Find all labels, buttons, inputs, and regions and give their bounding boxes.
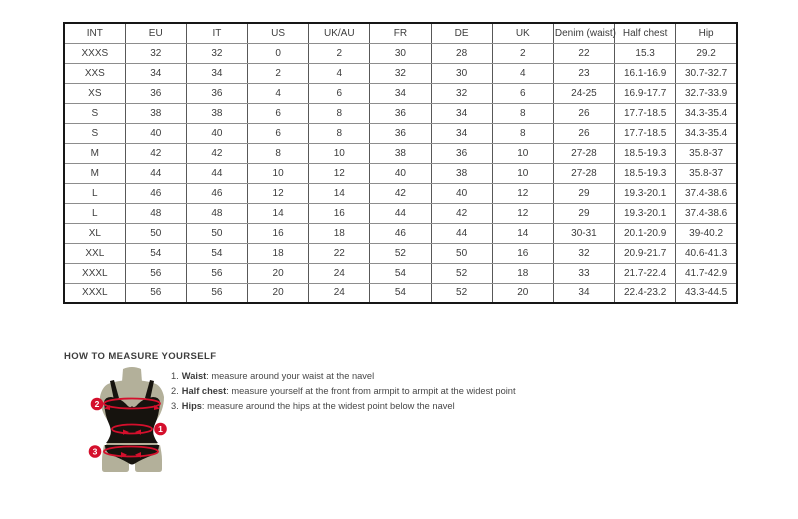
- table-cell: 34: [125, 63, 186, 83]
- table-cell: 6: [309, 83, 370, 103]
- table-cell: 20: [492, 283, 553, 303]
- table-cell: 12: [309, 163, 370, 183]
- table-cell: 48: [186, 203, 247, 223]
- table-cell: 18: [492, 263, 553, 283]
- table-cell: 14: [492, 223, 553, 243]
- table-cell: 24: [309, 263, 370, 283]
- table-cell: 28: [431, 43, 492, 63]
- table-cell: 12: [492, 183, 553, 203]
- table-cell: M: [64, 163, 125, 183]
- table-cell: 56: [125, 263, 186, 283]
- table-row: [64, 123, 737, 143]
- table-cell: 56: [125, 283, 186, 303]
- column-header: Denim (waist): [553, 23, 614, 43]
- table-cell: 14: [309, 183, 370, 203]
- table-cell: 21.7-22.4: [615, 263, 676, 283]
- table-cell: 27-28: [553, 163, 614, 183]
- table-cell: 32: [370, 63, 431, 83]
- badge-hips: [89, 445, 102, 458]
- table-cell: 38: [431, 163, 492, 183]
- table-cell: 35.8-37: [676, 163, 737, 183]
- table-cell: 46: [125, 183, 186, 203]
- table-cell: 56: [186, 263, 247, 283]
- table-cell: 10: [309, 143, 370, 163]
- table-cell: 0: [248, 43, 309, 63]
- table-cell: 4: [492, 63, 553, 83]
- table-cell: 32.7-33.9: [676, 83, 737, 103]
- step-description: : measure yourself at the front from armpit to armpit at the widest point: [226, 386, 516, 397]
- table-row: [64, 43, 737, 63]
- table-cell: 26: [553, 103, 614, 123]
- table-cell: 42: [125, 143, 186, 163]
- step-label: Hips: [181, 401, 202, 412]
- table-cell: 10: [248, 163, 309, 183]
- table-cell: 10: [492, 163, 553, 183]
- table-cell: 52: [431, 263, 492, 283]
- table-cell: 20.9-21.7: [615, 243, 676, 263]
- table-cell: 12: [492, 203, 553, 223]
- table-cell: 54: [186, 243, 247, 263]
- badge-waist-number: 1: [158, 424, 163, 434]
- table-cell: 4: [309, 63, 370, 83]
- table-cell: 30: [431, 63, 492, 83]
- step-description: : measure around the hips at the widest point below the navel: [201, 401, 455, 412]
- table-cell: M: [64, 143, 125, 163]
- table-cell: 42: [370, 183, 431, 203]
- table-cell: 30-31: [553, 223, 614, 243]
- table-cell: 52: [370, 243, 431, 263]
- table-cell: 41.7-42.9: [676, 263, 737, 283]
- table-cell: 35.8-37: [676, 143, 737, 163]
- measure-section-title: HOW TO MEASURE YOURSELF: [64, 351, 217, 362]
- table-cell: 42: [186, 143, 247, 163]
- table-cell: 32: [431, 83, 492, 103]
- table-row: [64, 223, 737, 243]
- table-cell: 32: [125, 43, 186, 63]
- table-cell: XXXL: [64, 283, 125, 303]
- table-cell: 16: [492, 243, 553, 263]
- table-cell: 8: [248, 143, 309, 163]
- table-row: [64, 163, 737, 183]
- table-cell: 46: [186, 183, 247, 203]
- table-cell: 2: [248, 63, 309, 83]
- table-cell: 23: [553, 63, 614, 83]
- table-cell: 40: [125, 123, 186, 143]
- table-cell: 12: [248, 183, 309, 203]
- measure-step-hips: [171, 399, 591, 414]
- table-cell: 16: [248, 223, 309, 243]
- column-header: IT: [186, 23, 247, 43]
- table-cell: XXL: [64, 243, 125, 263]
- table-cell: 34: [431, 103, 492, 123]
- table-cell: 10: [492, 143, 553, 163]
- table-cell: 56: [186, 283, 247, 303]
- table-row: [64, 243, 737, 263]
- table-row: [64, 63, 737, 83]
- badge-hips-number: 3: [92, 446, 98, 457]
- column-header: US: [248, 23, 309, 43]
- table-cell: 44: [125, 163, 186, 183]
- table-cell: 29.2: [676, 43, 737, 63]
- table-row: [64, 103, 737, 123]
- table-row: [64, 143, 737, 163]
- table-cell: 17.7-18.5: [615, 103, 676, 123]
- size-chart-body: [64, 43, 737, 303]
- table-row: [64, 263, 737, 283]
- table-cell: 43.3-44.5: [676, 283, 737, 303]
- badge-half-chest-number: 2: [94, 399, 100, 409]
- table-cell: 20: [248, 283, 309, 303]
- table-cell: 34.3-35.4: [676, 103, 737, 123]
- table-cell: XXS: [64, 63, 125, 83]
- column-header: Half chest: [615, 23, 676, 43]
- table-cell: 4: [248, 83, 309, 103]
- table-cell: 44: [186, 163, 247, 183]
- table-cell: 16.9-17.7: [615, 83, 676, 103]
- table-cell: 8: [309, 103, 370, 123]
- table-cell: 14: [248, 203, 309, 223]
- table-cell: 6: [248, 103, 309, 123]
- table-cell: 33: [553, 263, 614, 283]
- table-cell: 54: [125, 243, 186, 263]
- table-row: [64, 203, 737, 223]
- step-number: 2.: [171, 386, 179, 397]
- table-cell: 54: [370, 263, 431, 283]
- table-cell: 54: [370, 283, 431, 303]
- table-cell: 34.3-35.4: [676, 123, 737, 143]
- table-cell: 34: [186, 63, 247, 83]
- table-cell: 48: [125, 203, 186, 223]
- table-cell: 44: [431, 223, 492, 243]
- column-header: Hip: [676, 23, 737, 43]
- table-cell: XXXS: [64, 43, 125, 63]
- table-cell: 19.3-20.1: [615, 203, 676, 223]
- step-label: Half chest: [181, 386, 227, 397]
- table-cell: 36: [370, 103, 431, 123]
- table-cell: 2: [492, 43, 553, 63]
- table-cell: 2: [309, 43, 370, 63]
- table-cell: 40: [431, 183, 492, 203]
- table-cell: 36: [186, 83, 247, 103]
- table-cell: XXXL: [64, 263, 125, 283]
- table-cell: 17.7-18.5: [615, 123, 676, 143]
- step-label: Waist: [181, 371, 207, 381]
- table-cell: 16.1-16.9: [615, 63, 676, 83]
- column-header: EU: [125, 23, 186, 43]
- table-cell: 34: [370, 83, 431, 103]
- table-cell: 24-25: [553, 83, 614, 103]
- column-header: FR: [370, 23, 431, 43]
- table-cell: 30: [370, 43, 431, 63]
- table-cell: L: [64, 203, 125, 223]
- table-cell: 42: [431, 203, 492, 223]
- table-cell: 26: [553, 123, 614, 143]
- step-number: 1.: [171, 371, 179, 381]
- table-cell: 8: [309, 123, 370, 143]
- column-header: UK: [492, 23, 553, 43]
- table-cell: 50: [186, 223, 247, 243]
- table-cell: 32: [553, 243, 614, 263]
- table-cell: 24: [309, 283, 370, 303]
- table-cell: XL: [64, 223, 125, 243]
- table-cell: 40: [186, 123, 247, 143]
- table-cell: 19.3-20.1: [615, 183, 676, 203]
- badge-waist: [154, 423, 167, 436]
- table-cell: 22: [309, 243, 370, 263]
- table-cell: 18.5-19.3: [615, 143, 676, 163]
- table-cell: 40.6-41.3: [676, 243, 737, 263]
- table-cell: L: [64, 183, 125, 203]
- column-header: UK/AU: [309, 23, 370, 43]
- size-chart-table: [63, 22, 738, 304]
- table-cell: 20: [248, 263, 309, 283]
- table-cell: 50: [431, 243, 492, 263]
- size-chart-header-row: [64, 23, 737, 43]
- table-cell: S: [64, 103, 125, 123]
- table-cell: 27-28: [553, 143, 614, 163]
- table-cell: 18: [309, 223, 370, 243]
- table-cell: 46: [370, 223, 431, 243]
- step-number: 3.: [171, 401, 179, 412]
- step-description: : measure around your waist at the navel: [206, 371, 375, 381]
- column-header: INT: [64, 23, 125, 43]
- table-cell: 37.4-38.6: [676, 183, 737, 203]
- table-cell: 30.7-32.7: [676, 63, 737, 83]
- table-cell: 38: [370, 143, 431, 163]
- table-cell: 50: [125, 223, 186, 243]
- table-row: [64, 283, 737, 303]
- badge-half-chest: [91, 398, 104, 411]
- table-cell: 38: [186, 103, 247, 123]
- table-row: [64, 183, 737, 203]
- table-cell: 20.1-20.9: [615, 223, 676, 243]
- table-cell: 52: [431, 283, 492, 303]
- table-cell: 18.5-19.3: [615, 163, 676, 183]
- table-cell: 29: [553, 203, 614, 223]
- table-cell: 34: [553, 283, 614, 303]
- table-cell: 34: [431, 123, 492, 143]
- table-cell: 29: [553, 183, 614, 203]
- table-cell: 36: [370, 123, 431, 143]
- table-cell: 44: [370, 203, 431, 223]
- table-cell: 8: [492, 103, 553, 123]
- table-cell: 32: [186, 43, 247, 63]
- table-cell: 6: [248, 123, 309, 143]
- table-row: [64, 83, 737, 103]
- table-cell: 22: [553, 43, 614, 63]
- table-cell: 18: [248, 243, 309, 263]
- table-cell: 37.4-38.6: [676, 203, 737, 223]
- table-cell: 36: [125, 83, 186, 103]
- size-chart: [63, 22, 738, 304]
- table-cell: 15.3: [615, 43, 676, 63]
- measure-step-half-chest: [171, 384, 591, 399]
- table-cell: 38: [125, 103, 186, 123]
- table-cell: XS: [64, 83, 125, 103]
- table-cell: 22.4-23.2: [615, 283, 676, 303]
- measure-step-waist: [171, 369, 591, 384]
- table-cell: 36: [431, 143, 492, 163]
- measure-steps: [171, 369, 591, 415]
- table-cell: 8: [492, 123, 553, 143]
- column-header: DE: [431, 23, 492, 43]
- table-cell: S: [64, 123, 125, 143]
- table-cell: 16: [309, 203, 370, 223]
- table-cell: 39-40.2: [676, 223, 737, 243]
- table-cell: 40: [370, 163, 431, 183]
- table-cell: 6: [492, 83, 553, 103]
